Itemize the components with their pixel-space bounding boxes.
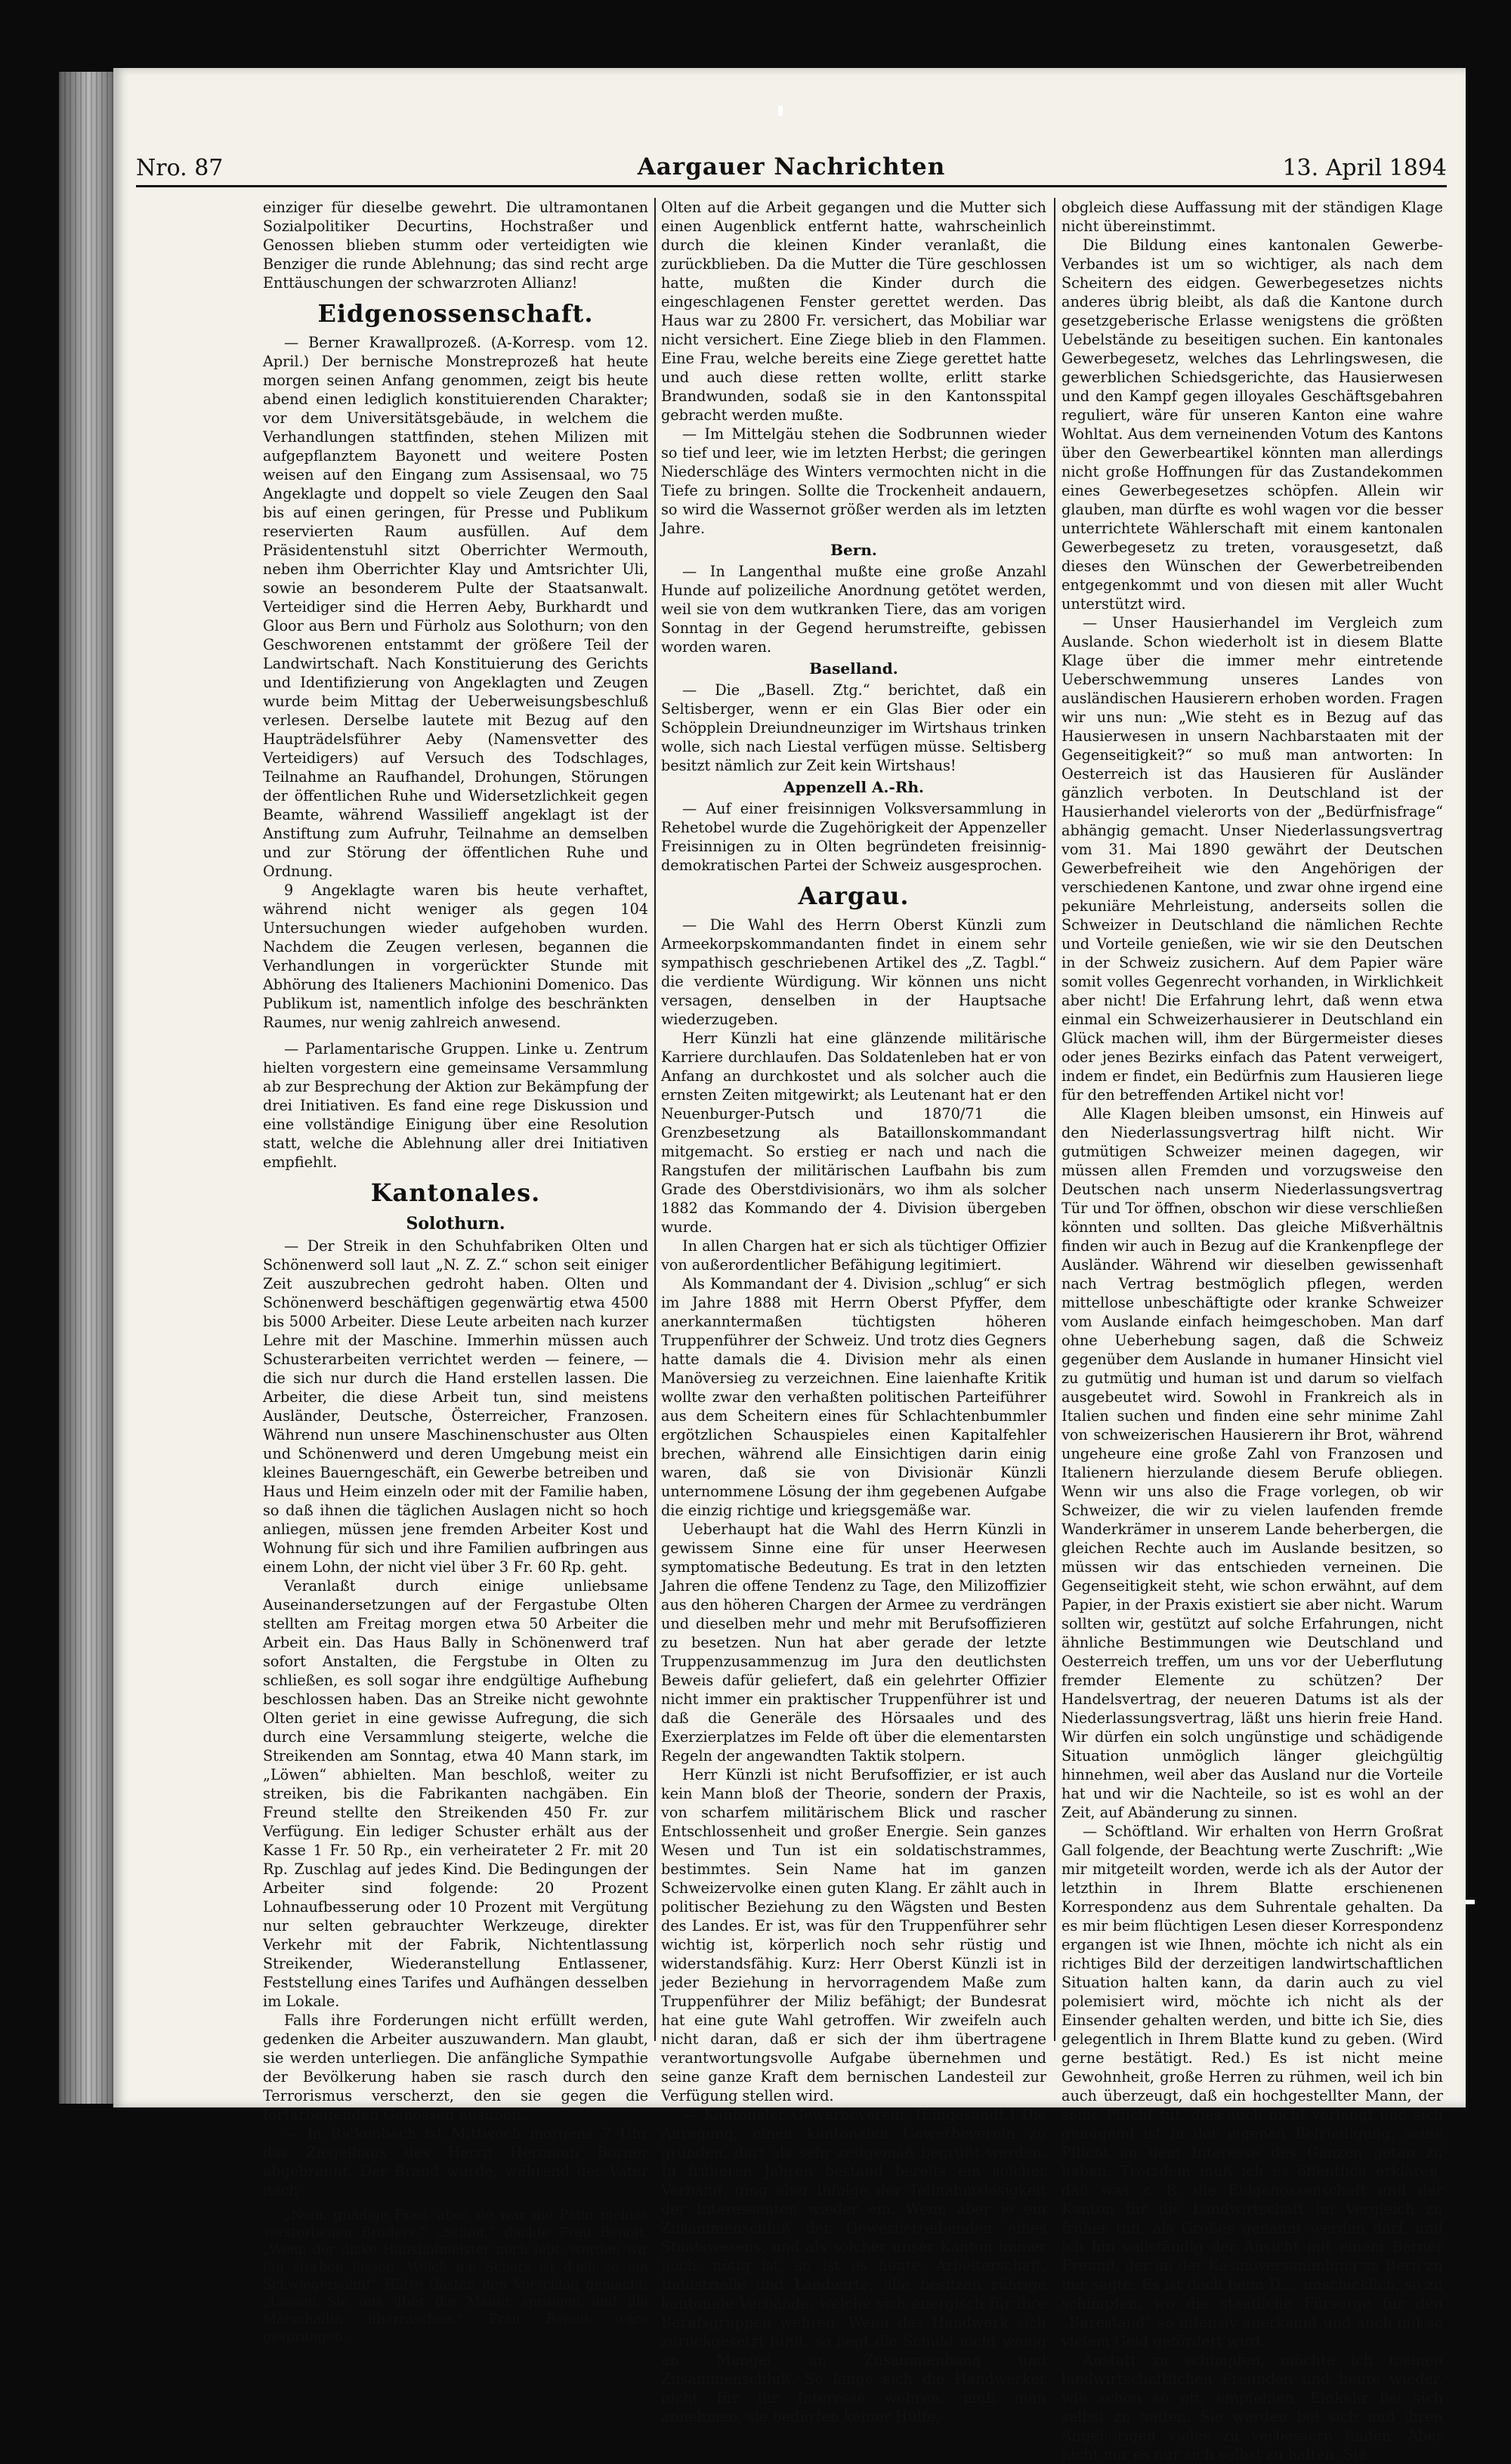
feuilleton-snippet: „Nein, gnädige Frau, aber sie war die Patin meines verstorbenen Bruders.“ „Schön,“ dachte Frau Benoit. „Wenn der dicke Haushofmeister noch lebt, werden wir ihn sterben lassen. Welch ein Schatz ist doch so ein Schwiegersohn!“ Hätte Gaston den Vorschlag gemacht: „Lassen Sie uns über die Mauer springen und die Marschallin überraschen,“ Frau Benoit wäre gesprungen. [263,2208,648,2345]
paragraph: Falls ihre Forderungen nicht erfüllt werden, gedenken die Arbeiter auszuwandern. Man glaubt, sie werden unterliegen. Die anfängliche Sympathie der Bevölkerung haben sie rasch durch den Terrorismus verscherzt, den sie gegen die fortarbeitenden Genossen ausüben. [263,2012,648,2123]
paragraph: einziger für dieselbe gewehrt. Die ultramontanen Sozialpolitiker Decurtins, Hochstraßer und Genossen blieben stumm oder verteidigten wie Benziger die runde Ablehnung; das sind recht arge Enttäuschungen der schwarzroten Allianz! [263,199,648,292]
paragraph: Ueberhaupt hat die Wahl des Herrn Künzli in gewissem Sinne eine für unser Heerwesen symptomatische Bedeutung. Es trat in den letzten Jahren die offene Tendenz zu Tage, den Milizoffizier aus den höheren Chargen der Armee zu verdrängen und dieselben mehr und mehr mit Berufsoffizieren zu besetzen. Nun hat aber gerade der letzte Truppenzusammenzug im Jura den deutlichsten Beweis dafür geliefert, daß ein gelehrter Offizier nicht immer ein praktischer Truppenführer ist und daß die Generäle des Hörsaales und des Exerzierplatzes im Felde oft über die elementarsten Regeln der angewandten Taktik stolpern. [661,1521,1046,1765]
column-divider [654,198,656,2041]
paragraph: — Die Wahl des Herrn Oberst Künzli zum Armeekorpskommandanten findet in einem sehr sympathisch geschriebenen Artikel des „Z. Tagbl.“ die verdiente Würdigung. Wir können uns nicht versagen, denselben in der Hauptsache wiederzugeben. [661,916,1046,1028]
paragraph: — Die „Basell. Ztg.“ berichtet, daß ein Seltisberger, wenn er ein Glas Bier oder ein Schöpplein Dreiundneunziger im Wirtshaus trinken wolle, sich nach Liestal verfügen müsse. Seltisberg besitzt nämlich zur Zeit kein Wirtshaus! [661,681,1046,774]
book-spine-edge [59,72,113,2104]
section-heading: Aargau. [798,882,910,910]
column-1 [263,198,648,2345]
subsection-heading: Appenzell A.-Rh. [783,778,924,796]
paragraph: Die Bildung eines kantonalen Gewerbe-Verbandes ist um so wichtiger, als nach dem Scheitern des eidgen. Gewerbegesetzes nichts anderes übrig bleibt, als daß die Kantone durch gesetzgeberische Erlasse wenigstens die größten Uebelstände zu beseitigen suchen. Ein kantonales Gewerbegesetz, welches das Lehrlingswesen, die gewerblichen Schiedsgerichte, das Hausierwesen und den Kampf gegen illoyales Geschäftsgebahren reguliert, wäre für unseren Kanton eine wahre Wohltat. Aus dem verneinenden Votum des Kantons über den Gewerbeartikel könnten man allerdings nicht große Hoffnungen für das Zustandekommen eines Gewerbegesetzes schöpfen. Allein wir glauben, man dürfte es wohl wagen vor die besser unterrichtete Wählerschaft mit einem kantonalen Gewerbegesetz zu treten, vorausgesetzt, daß dieses den Wünschen der Gewerbetreibenden entgegenkommt und von diesen mit aller Wucht unterstützt wird. [1061,236,1443,613]
section-heading: Eidgenossenschaft. [317,299,594,328]
paragraph: — Der Streik in den Schuhfabriken Olten und Schönenwerd soll laut „N. Z. Z.“ schon seit einiger Zeit auszubrechen gedroht haben. Olten und Schönenwerd beschäftigen gegenwärtig etwa 4500 bis 5000 Arbeiter. Diese Leute arbeiten nach kurzer Lehre mit der Maschine. Immerhin müssen auch Schusterarbeiten verrichtet werden — feinere, — die sich nur durch die Hand erstellen lassen. Die Arbeiter, die diese Arbeit tun, sind meistens Ausländer, Deutsche, Österreicher, Franzosen. Während nun unsere Maschinenschuster aus Olten und Schönenwerd und deren Umgebung meist ein kleines Bauerngeschäft, ein Gewerbe betreiben und Haus und Heim einzeln oder mit der Familie haben, so daß ihnen die täglichen Auslagen nicht so hoch anliegen, müssen jene fremden Arbeiter Kost und Wohnung für sich und ihre Familien aufbringen aus einem Lohn, der nicht viel über 3 Fr. 60 Rp. geht. [263,1237,648,1576]
paragraph: — Im Mittelgäu stehen die Sodbrunnen wieder so tief und leer, wie im letzten Herbst; die geringen Niederschläge des Winters vermochten nicht in die Tiefe zu bringen. Sollte die Trockenheit andauern, so wird die Wassernot größer werden als im letzten Jahre. [661,425,1046,537]
paragraph: In allen Chargen hat er sich als tüchtiger Offizier von außerordentlicher Befähigung legitimiert. [661,1237,1046,1274]
masthead-rule [136,185,1447,187]
subsection-heading: Solothurn. [406,1214,505,1234]
crop-mark [778,106,783,116]
paragraph: — Berner Krawallprozeß. (A-Korresp. vom 12. April.) Der bernische Monstreprozeß hat heute morgen seinen Anfang genommen, zeigt bis heute abend einen lediglich konstituierenden Charakter; vor dem Universitätsgebäude, in welchem die Verhandlungen stattfinden, stehen Milizen mit aufgepflanztem Bayonett und weitere Posten weisen auf den Eingang zum Assisensaal, wo 75 Angeklagte und doppelt so viele Zeugen den Saal bis auf einen geringen, für Presse und Publikum reservierten Raum ausfüllen. Auf dem Präsidentenstuhl sitzt Oberrichter Wermouth, neben ihm Oberrichter Klay und Amtsrichter Uli, sowie an besonderem Pulte der Staatsanwalt. Verteidiger sind die Herren Aeby, Burkhardt und Gloor aus Bern und Fürholz aus Solothurn; von den Geschworenen entstammt der größere Teil der Landwirtschaft. Nach Konstituierung des Gerichts und Identifizierung von Angeklagten und Zeugen wurde beim Mittag der Ueberweisungsbeschluß verlesen. Derselbe lautete mit Bezug auf den Haupträdelsführer Aeby (Namensvetter des Verteidigers) auf Versuch des Todschlages, Teilnahme an Raufhandel, Drohungen, Störungen der öffentlichen Ruhe und Widersetzlichkeit gegen Beamte, während Wassilieff angeklagt ist der Anstiftung zum Aufruhr, Teilnahme an demselben und zur Störung der öffentlichen Ruhe und Ordnung. [263,334,648,880]
crop-mark [1466,1900,1475,1904]
paragraph: — In Langenthal mußte eine große Anzahl Hunde auf polizeiliche Anordnung getötet werden, weil sie von dem wutkranken Tiere, das am vorigen Sonntag in der Gegend herumstreifte, gebissen worden waren. [661,563,1046,656]
column-2 [661,198,1046,2425]
paragraph: — Schöftland. Wir erhalten von Herrn Großrat Gall folgende, der Beachtung werte Zuschrift: „Wie mir mitgeteilt worden, werde ich als der Autor der letzthin in Ihrem Blatte erschienenen Korrespondenz aus dem Suhrentale gehalten. Da es mir beim flüchtigen Lesen dieser Korrespondenz ergangen ist wie Ihnen, möchte ich nicht als ein richtiges Bild der derzeitigen landwirtschaftlichen Situation halten kann, da darin auch zu viel polemisiert wird, möchte ich nicht als der Einsender gehalten werden, und bitte ich Sie, dies gelegentlich in Ihrem Blatte kund zu geben. (Wird gerne bestätigt. Red.) Es ist nicht meine Gewohnheit, große Herren zu rühmen, weil ich bin auch überzeugt, daß ein hochgestellter Mann, der seine Pflicht tut, dies auch nicht verlangt und sich genügend ist in der eigenen Befriedigung, seine Pflicht an dem Interesse des Ganzen getan zu haben. Trotzdem muß ich es öffentlich erklären, daß was z. B. die Eidgenossenschaft und der Kanton für die Landwirtschaft im Vergleich zu früher tun, als Großes genannt werden darf, und ich bin vollständig der Ansicht mit einem Berner Freund, der an der Kasinoversammlung zu Bern zu mir sagte: Es ist doch beim D.... unschicklich, so zu schimpfen, wo die staatliche Fürsorge für den „Burestand“ so intensiv anerkannt und auch mit so vielem Geld gefördert wird. [1061,1823,1443,2350]
paragraph: 9 Angeklagte waren bis heute verhaftet, während nicht weniger als gegen 104 Untersuchungen wieder aufgehoben wurden. Nachdem die Zeugen verlesen, begannen die Verhandlungen in vorgerückter Stunde mit Abhörung des Italieners Machionini Domenico. Das Publikum ist, namentlich infolge des beschränkten Raumes, nur wenig zahlreich anwesend. [263,882,648,1031]
paragraph: — Unser Hausierhandel im Vergleich zum Auslande. Schon wiederholt ist in diesem Blatte Klage über die immer mehr eintretende Ueberschwemmung unseres Landes von ausländischen Hausierern erhoben worden. Fragen wir uns nun: „Wie steht es in Bezug auf das Hausierwesen in unsern Nachbarstaaten mit der Gegenseitigkeit?“ so muß man antworten: In Oesterreich ist das Hausieren für Ausländer gänzlich verboten. In Deutschland ist der Hausierhandel vielerorts von der „Bedürfnisfrage“ abhängig gemacht. Unser Niederlassungsvertrag vom 31. Mai 1890 gewährt der Deutschen Gewerbefreiheit wie den Angehörigen der verschiedenen Kantone, und zwar ohne irgend eine pekuniäre Mehrleistung, anderseits sollen die Schweizer in Deutschland die nämlichen Rechte und Vorteile genießen, wie wir sie den Deutschen in der Schweiz zusichern. Auf dem Papier wäre somit volles Gegenrecht vorhanden, in Wirklichkeit aber nicht! Die Erfahrung lehrt, daß wenn etwa einmal ein Schweizerhausierer in Deutschland ein Glück machen will, ihm der Bürgermeister dieses oder jenes Bezirks einfach das Patent verweigert, indem er findet, ein Bedürfnis zum Hausieren liege für den betreffenden Artikel nicht vor! [1061,614,1443,1104]
paragraph: Herr Künzli hat eine glänzende militärische Karriere durchlaufen. Das Soldatenleben hat er von Anfang an durchkostet und als solcher auch die ernsten Zeiten mitgewirkt; als Leutenant hat er den Neuenburger-Putsch und 1870/71 die Grenzbesetzung als Bataillonskommandant mitgemacht. So erstieg er nach und nach die Rangstufen der militärischen Laufbahn bis zum Grade des Oberstdivisionärs, wo ihm als solcher 1882 das Kommando der 4. Division übergeben wurde. [661,1030,1046,1236]
paragraph: — In Rickenbach ist Mittwoch morgens 7 Uhr das Ziegelhaus des Herrn Hermann Borner abgebrannt. Der Brand wurde, während der Vater nach [263,2125,648,2199]
paragraph: Olten auf die Arbeit gegangen und die Mutter sich einen Augenblick entfernt hatte, wahrscheinlich durch die kleinen Kinder veranlaßt, die zurückblieben. Da die Mutter die Türe geschlossen hatte, mußten die Kinder durch die eingeschlagenen Fenster gerettet werden. Das Haus war zu 2800 Fr. versichert, das Mobiliar war nicht versichert. Eine Ziege blieb in den Flammen. Eine Frau, welche bereits eine Ziege gerettet hatte und auch diese retten wollte, erlitt starke Brandwunden, sodaß sie in den Kantonsspital gebracht werden mußte. [661,199,1046,424]
paragraph: Als Kommandant der 4. Division „schlug“ er sich im Jahre 1888 mit Herrn Oberst Pfyffer, dem anerkanntermaßen tüchtigsten höheren Truppenführer der Schweiz. Und trotz dies Gegners hatte damals die 4. Division mehr als einen Manöversieg zu verzeichnen. Eine laienhafte Kritik wollte zwar den verhaßten politischen Parteiführer aus dem Scheitern eines für Schlachtenbummler ergötzlichen Schauspieles einen Kapitalfehler brechen, während alle Einsichtigen darin einig waren, daß sie von Divisionär Künzli unternommene Lösung der ihm gegebenen Aufgabe die einzig richtige und kriegsgemäße war. [661,1275,1046,1519]
paragraph: — Kantonaler Gewerbeverein. (Eingesandt.) Die Anregung, einen kantonalen Gewerbeverein zu gründen, darf als sehr zeitgemäß begrüßt werden. In früheren Jahren bestand bereits ein solcher Verband, ging aber infolge der Teilnahmslosigkeit der Interessenten wieder ein. Wenn aber je ein Zusammenschluß der Gewerbetreibenden eines Staatswesens, und als solcher unser Kanton immer noch, nötig ist, so ist es heute. Arbeiterschaft, Industrielle und Landwirte, alle besitzen rührige kantonale Verbände, welche sich energisch für ihre Berufsgruppen wehren. Wenn das Handwerk sich zurückgesetzt fühlt, so liegt die Schuld nicht wenig an Mangel an Zusammenhang und Zusammenschluß. So lange sich die Handwerker nicht für ihr Interesse wehren, muß man annehmen, sie bedürfen keiner Hülfe, [661,2106,1046,2425]
paragraph: Alle Klagen bleiben umsonst, ein Hinweis auf den Niederlassungsvertrag hilft nicht. Wir gutmütigen Schweizer meinen dagegen, wir müssen allen Fremden und vorzugsweise den Deutschen nach unserm Niederlassungsvertrag Tür und Tor öffnen, obschon wir diese verschließen könnten und sollten. Das gleiche Mißverhältnis finden wir auch in Bezug auf die Krankenpflege der Ausländer. Während wir dieselben gewissenhaft nach Vertrag bestmöglich pflegen, werden mittellose unbeschäftigte oder kranke Schweizer vom Auslande einfach heimgeschoben. Man darf ohne Ueberhebung sagen, daß die Schweiz gegenüber dem Auslande in humaner Hinsicht viel zu gutmütig und human ist und darum so vielfach ausgebeutet wird. Sowohl in Frankreich als in Italien suchen und finden eine sehr minime Zahl von schweizerischen Hausierern ihr Brot, während ungeheure eine große Zahl von Franzosen und Italienern hierzulande diesem Berufe obliegen. Wenn wir uns also die Frage vorlegen, ob wir Schweizer, die wir zu vielen laufenden fremde Wanderkrämer in unserem Lande beherbergen, die gleichen Rechte auch im Auslande besitzen, so müssen wir das entschieden verneinen. Die Gegenseitigkeit steht, wie schon erwähnt, auf dem Papier, in der Praxis existiert sie aber nicht. Warum sollten wir, gestützt auf solche Erfahrungen, nicht ähnliche Bestimmungen wie Deutschland und Oesterreich treffen, um uns vor der Ueberflutung fremder Elemente zu schützen? Der Handelsvertrag, der neueren Datums ist als der Niederlassungsvertrag, läßt uns hierin freie Hand. Wir dürfen ein solch ungünstige und schädigende Situation unmöglich länger gleichgültig hinnehmen, weil aber das Ausland nur die Vorteile hat und wir die Nachteile, so ist es wohl an der Zeit, auf Abänderung zu sinnen. [1061,1105,1443,1821]
column-3 [1061,198,1443,2463]
issue-number: Nro. 87 [136,155,224,181]
masthead [136,155,1447,185]
column-divider [1054,198,1055,2041]
issue-date: 13. April 1894 [1282,155,1447,181]
paragraph: — Auf einer freisinnigen Volksversammlung in Rehetobel wurde die Zugehörigkeit der Appenzeller Freisinnigen zu in Olten begründeten freisinnig-demokratischen Partei der Schweiz ausgesprochen. [661,800,1046,874]
paragraph: — Parlamentarische Gruppen. Linke u. Zentrum hielten vorgestern eine gemeinsame Versammlung ab zur Besprechung der Aktion zur Bekämpfung der drei Initiativen. Es fand eine rege Diskussion und eine vollständige Einigung über eine Resolution statt, welche die Ablehnung aller drei Initiativen empfiehlt. [263,1040,648,1171]
section-heading: Kantonales. [370,1178,541,1207]
paragraph: obgleich diese Auffassung mit der ständigen Klage nicht übereinstimmt. [1061,199,1443,235]
newspaper-title: Aargauer Nachrichten [637,153,946,181]
paragraph: Herr Künzli ist nicht Berufsoffizier, er ist auch kein Mann bloß der Theorie, sondern der Praxis, von scharfem militärischem Blick und rascher Entschlossenheit und großer Energie. Sein ganzes Wesen und Tun ist ein soldatischstrammes, bestimmtes. Sein Name hat im ganzen Schweizervolke einen guten Klang. Er zählt auch in politischer Beziehung zu den Wägsten und Besten des Landes. Er ist, was für den Truppenführer sehr wichtig ist, körperlich noch sehr rüstig und widerstandsfähig. Kurz: Herr Oberst Künzli ist in jeder Beziehung in hervorragendem Maße zum Truppenführer der Miliz befähigt; der Bundesrat hat eine gute Wahl getroffen. Wir zweifeln auch nicht daran, daß er sich der ihm übertragene verantwortungsvolle Aufgabe übernehmen und seine ganze Kraft dem bernischen Landesteil zur Verfügung stellen wird. [661,1766,1046,2104]
paragraph: Veranlaßt durch einige unliebsame Auseinandersetzungen auf der Fergastube Olten stellten am Freitag morgen etwa 50 Arbeiter die Arbeit ein. Das Haus Bally in Schönenwerd traf sofort Anstalten, die Fergstube in Olten zu schließen, es soll sogar ihre endgültige Aufhebung beschlossen haben. Das an Streike nicht gewohnte Olten geriet in eine gewisse Aufregung, die sich durch eine Versammlung steigerte, welche die Streikenden am Sonntag, etwa 40 Mann stark, im „Löwen“ abhielten. Man beschloß, weiter zu streiken, bis die Fabrikanten nachgäben. Ein Freund stellte den Streikenden 450 Fr. zur Verfügung. Ein lediger Schuster erhält aus der Kasse 1 Fr. 50 Rp., ein verheirateter 2 Fr. mit 20 Rp. Zuschlag auf jedes Kind. Die Bedingungen der Arbeiter sind folgende: 20 Prozent Lohnaufbesserung oder 10 Prozent mit Vergütung nur selten gebrauchter Werkzeuge, direkter Verkehr mit der Fabrik, Nichtentlassung Streikender, Wiederanstellung Entlassener, Feststellung eines Tarifes und Aufhängen desselben im Lokale. [263,1577,648,2010]
paragraph: Anstatt zu schimpfen, möchte ich meinen landwirtschaftlichen Freunden und heute wieder, wie schon so oft, empfehlen, Einkehr bei sich selbst zu halten. Sie werden bei sich und ihren Angehörigen vieles zu verbessern finden. Aber nicht nur es nur sich selbst zu halten. Sie [1061,2351,1443,2463]
subsection-heading: Bern. [830,541,877,559]
subsection-heading: Baselland. [809,659,898,678]
